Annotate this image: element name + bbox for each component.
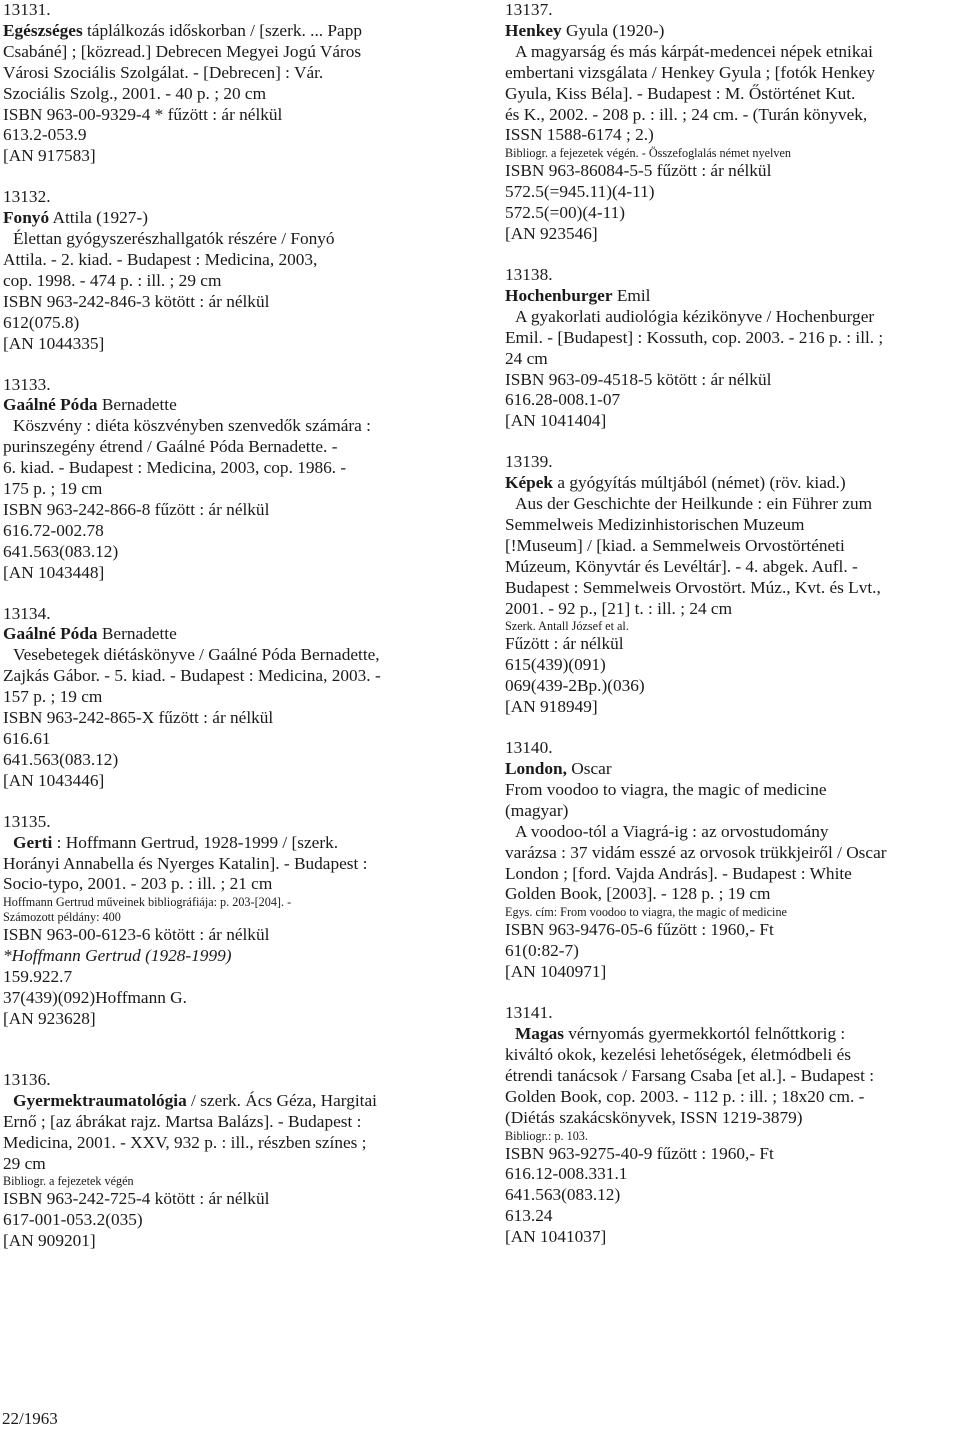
- entry-line: Aus der Geschichte der Heilkunde : ein Führer zum: [515, 494, 873, 514]
- entry-heading: [505, 286, 957, 307]
- entry-line: Semmelweis Medizinhistorischen Muzeum: [505, 514, 805, 534]
- entry-heading: [505, 1024, 957, 1045]
- entry-heading-main: Gaálné Póda: [3, 395, 98, 415]
- entry-subject: [3, 946, 458, 967]
- entry-line: (Diétás szakácskönyvek, ISSN 1219-3879): [505, 1107, 803, 1127]
- entry-line: 613.2-053.9: [3, 125, 87, 145]
- catalog-entry: [3, 812, 458, 1030]
- entry-heading-rest: vérnyomás gyermekkortól felnőttkorig :: [563, 1023, 846, 1043]
- entry-heading-main: Fonyó: [3, 208, 50, 228]
- entry-heading-rest: táplálkozás időskorban / [szerk. ... Papp: [82, 20, 362, 40]
- entry-line: Gyula, Kiss Béla]. - Budapest : M. Őstörténet Kut.: [505, 83, 856, 103]
- entry-line: 612(075.8): [3, 312, 80, 332]
- catalog-entry: [3, 1070, 458, 1252]
- catalog-entry: [3, 604, 458, 792]
- entry-heading-rest: Oscar: [566, 759, 612, 778]
- entry-line: 616.12-008.331.1: [505, 1164, 628, 1184]
- entry-number: 13139.: [505, 452, 553, 472]
- entry-heading-rest: Bernadette: [97, 395, 177, 415]
- entry-number: 13136.: [3, 1069, 51, 1089]
- entry-note: Bibliogr. a fejezetek végén. - Összefoglalás német nyelven: [505, 146, 791, 161]
- entry-note: Hoffmann Gertrud műveinek bibliográfiája: p. 203-[204]. -: [3, 895, 292, 910]
- entry-line: [!Museum] / [kiad. a Semmelweis Orvostörténeti: [505, 535, 845, 555]
- entry-separator: [3, 1030, 458, 1070]
- entry-line: étrendi tanácsok / Farsang Csaba [et al.]. - Budapest :: [505, 1065, 875, 1085]
- entry-number: 13133.: [3, 374, 51, 394]
- entry-line: 29 cm: [3, 1153, 46, 1173]
- entry-heading-rest: Emil: [612, 285, 651, 305]
- entry-line: ISBN 963-242-865-X fűzött : ár nélkül: [3, 708, 274, 728]
- entry-heading: [505, 21, 957, 42]
- entry-line: [AN 1044335]: [3, 333, 105, 353]
- entry-number: 13131.: [3, 0, 51, 19]
- entry-heading-main: Gaálné Póda: [3, 624, 98, 644]
- entry-line: varázsa : 37 vidám esszé az orvosok trükkjeiről / Oscar: [505, 842, 887, 862]
- entry-line: Horányi Annabella és Nyerges Katalin]. - Budapest :: [3, 853, 368, 873]
- entry-line: ISBN 963-9275-40-9 fűzött : 1960,- Ft: [505, 1143, 774, 1163]
- entry-separator: [505, 983, 957, 1003]
- entry-number: 13140.: [505, 738, 553, 758]
- catalog-entry: [3, 187, 458, 354]
- entry-subject-text: *Hoffmann Gertrud (1928-1999): [3, 946, 232, 966]
- entry-line: 641.563(083.12): [505, 1185, 621, 1205]
- entry-separator: [3, 584, 458, 604]
- entry-line: 613.24: [505, 1206, 553, 1226]
- page-number: 22/1963: [2, 1409, 58, 1428]
- entry-line: 175 p. ; 19 cm: [3, 479, 103, 499]
- entry-line: Zajkás Gábor. - 5. kiad. - Budapest : Medicina, 2003. -: [3, 666, 381, 686]
- entry-heading-rest: Gyula (1920-): [561, 20, 665, 40]
- entry-note: Szerk. Antall József et al.: [505, 619, 629, 634]
- entry-heading: [3, 1091, 458, 1112]
- entry-line: 37(439)(092)Hoffmann G.: [3, 988, 187, 1008]
- entry-line: Múzeum, Könyvtár és Levéltár]. - 4. abgek. Aufl. -: [505, 556, 858, 576]
- entry-line: Emil. - [Budapest] : Kossuth, cop. 2003. - 216 p. : ill. ;: [505, 327, 884, 347]
- entry-line: Socio-typo, 2001. - 203 p. : ill. ; 21 cm: [3, 874, 273, 894]
- entry-note: Egys. cím: From voodoo to viagra, the magic of medicine: [505, 905, 787, 920]
- entry-line: 61(0:82-7): [505, 941, 579, 961]
- entry-line: 24 cm: [505, 348, 548, 368]
- entry-line: A voodoo-tól a Viagrá-ig : az orvostudomány: [515, 821, 829, 841]
- entry-line: [AN 923546]: [505, 224, 598, 244]
- entry-line: embertani vizsgálata / Henkey Gyula ; [fotók Henkey: [505, 62, 875, 82]
- entry-line: 2001. - 92 p., [21] t. : ill. ; 24 cm: [505, 598, 733, 618]
- entry-heading: [505, 473, 957, 494]
- entry-line: Köszvény : diéta köszvényben szenvedők számára :: [13, 416, 371, 436]
- entry-heading: [3, 833, 458, 854]
- entry-line: A gyakorlati audiológia kézikönyve / Hochenburger: [515, 306, 875, 326]
- entry-line: Medicina, 2001. - XXV, 932 p. : ill., részben színes ;: [3, 1132, 367, 1152]
- entry-heading-main: Hochenburger: [505, 285, 613, 305]
- entry-line: ISBN 963-00-6123-6 kötött : ár nélkül: [3, 925, 270, 945]
- entry-heading-main: Gyermektraumatológia: [13, 1090, 187, 1110]
- entry-heading-main: Egészséges: [3, 20, 83, 40]
- entry-line: Attila. - 2. kiad. - Budapest : Medicina, 2003,: [3, 249, 318, 269]
- entry-heading-rest: : Hoffmann Gertrud, 1928-1999 / [szerk.: [52, 832, 339, 852]
- entry-heading: [3, 624, 458, 645]
- entry-line: [AN 1043448]: [3, 562, 105, 582]
- entry-line: 069(439-2Bp.)(036): [505, 676, 645, 696]
- entry-heading: [3, 208, 458, 229]
- entry-line: 641.563(083.12): [3, 749, 119, 769]
- entry-separator: [3, 792, 458, 812]
- entry-line: ISSN 1588-6174 ; 2.): [505, 125, 654, 145]
- entry-heading-main: London,: [505, 759, 567, 778]
- entry-heading-rest: Attila (1927-): [49, 208, 148, 228]
- entry-line: 615(439)(091): [505, 655, 606, 675]
- entry-line: Golden Book, [2003]. - 128 p. ; 19 cm: [505, 884, 771, 904]
- entry-line: 157 p. ; 19 cm: [3, 687, 103, 707]
- entry-heading-rest: a gyógyítás múltjából (német) (röv. kiad.): [553, 473, 846, 493]
- entry-heading: [505, 759, 957, 780]
- entry-line: Golden Book, cop. 2003. - 112 p. : ill. ; 18x20 cm. -: [505, 1086, 865, 1106]
- entry-heading: [3, 21, 458, 42]
- entry-line: 641.563(083.12): [3, 541, 119, 561]
- entry-line: 572.5(=945.11)(4-11): [505, 182, 655, 202]
- entry-line: kiváltó okok, kezelési lehetőségek, életmódbeli és: [505, 1044, 851, 1064]
- entry-line: Budapest : Semmelweis Orvostört. Múz., Kvt. és Lvt.,: [505, 577, 881, 597]
- entry-line: (magyar): [505, 800, 569, 820]
- entry-line: ISBN 963-242-725-4 kötött : ár nélkül: [3, 1189, 270, 1209]
- catalog-entry: [505, 1003, 957, 1248]
- entry-line: Vesebetegek diétáskönyve / Gaálné Póda Bernadette,: [13, 645, 380, 665]
- entry-line: Ernő ; [az ábrákat rajz. Martsa Balázs]. - Budapest :: [3, 1111, 362, 1131]
- entry-number: 13135.: [3, 811, 51, 831]
- entry-number: 13138.: [505, 264, 553, 284]
- entry-note: Bibliogr.: p. 103.: [505, 1128, 588, 1143]
- entry-heading-main: Henkey: [505, 20, 562, 40]
- catalog-entry: [505, 265, 957, 432]
- entry-number: 13132.: [3, 187, 51, 207]
- entry-line: From voodoo to viagra, the magic of medicine: [505, 779, 827, 799]
- entry-separator: [3, 355, 458, 375]
- right-column: [505, 0, 957, 1248]
- entry-note: Bibliogr. a fejezetek végén: [3, 1174, 134, 1189]
- entry-line: 616.61: [3, 729, 51, 748]
- entry-line: [AN 1043446]: [3, 770, 105, 790]
- entry-line: 159.922.7: [3, 967, 73, 987]
- entry-line: [AN 923628]: [3, 1008, 96, 1028]
- entry-line: ISBN 963-242-866-8 fűzött : ár nélkül: [3, 499, 270, 519]
- entry-number: 13134.: [3, 603, 51, 623]
- entry-line: 616.72-002.78: [3, 520, 104, 540]
- entry-separator: [505, 718, 957, 738]
- entry-line: cop. 1998. - 474 p. : ill. ; 29 cm: [3, 270, 222, 290]
- entry-line: [AN 917583]: [3, 146, 96, 166]
- entry-line: ISBN 963-86084-5-5 fűzött : ár nélkül: [505, 161, 772, 181]
- entry-line: 616.28-008.1-07: [505, 390, 621, 410]
- entry-line: ISBN 963-09-4518-5 kötött : ár nélkül: [505, 369, 772, 389]
- entry-line: Városi Szociális Szolgálat. - [Debrecen] : Vár.: [3, 62, 324, 82]
- entry-separator: [505, 432, 957, 452]
- entry-separator: [505, 245, 957, 265]
- entry-line: [AN 1041037]: [505, 1227, 607, 1247]
- entry-separator: [3, 167, 458, 187]
- entry-heading-main: Magas: [515, 1023, 564, 1043]
- entry-heading-main: Gerti: [13, 832, 53, 852]
- entry-heading-main: Képek: [505, 473, 554, 493]
- entry-line: Szociális Szolg., 2001. - 40 p. ; 20 cm: [3, 83, 267, 103]
- left-column: [3, 0, 458, 1252]
- catalog-entry: [3, 0, 458, 167]
- entry-line: 572.5(=00)(4-11): [505, 203, 625, 223]
- entry-heading-rest: / szerk. Ács Géza, Hargitai: [186, 1090, 377, 1110]
- entry-line: Csabáné] ; [közread.] Debrecen Megyei Jogú Város: [3, 41, 362, 61]
- catalog-entry: [505, 738, 957, 983]
- entry-line: A magyarság és más kárpát-medencei népek etnikai: [515, 41, 873, 61]
- entry-line: ISBN 963-242-846-3 kötött : ár nélkül: [3, 291, 270, 311]
- catalog-entry: [505, 0, 957, 245]
- entry-line: Élettan gyógyszerészhallgatók részére / Fonyó: [13, 229, 335, 249]
- entry-line: 617-001-053.2(035): [3, 1210, 143, 1230]
- entry-line: purinszegény étrend / Gaálné Póda Bernadette. -: [3, 437, 338, 457]
- entry-line: ISBN 963-9476-05-6 fűzött : 1960,- Ft: [505, 920, 774, 940]
- entry-line: Fűzött : ár nélkül: [505, 634, 624, 654]
- entry-line: [AN 909201]: [3, 1231, 96, 1251]
- entry-line: London ; [ford. Vajda András]. - Budapest : White: [505, 863, 852, 883]
- entry-line: 6. kiad. - Budapest : Medicina, 2003, cop. 1986. -: [3, 458, 347, 478]
- entry-line: [AN 1040971]: [505, 962, 607, 982]
- entry-line: ISBN 963-00-9329-4 * fűzött : ár nélkül: [3, 104, 283, 124]
- catalog-entry: [505, 452, 957, 718]
- catalog-entry: [3, 375, 458, 584]
- entry-number: 13137.: [505, 0, 553, 19]
- entry-note: Számozott példány: 400: [3, 910, 121, 925]
- entry-line: [AN 1041404]: [505, 411, 607, 431]
- entry-heading-rest: Bernadette: [97, 624, 177, 644]
- entry-line: [AN 918949]: [505, 697, 598, 717]
- entry-line: és K., 2002. - 208 p. : ill. ; 24 cm. - (Turán könyvek,: [505, 104, 868, 124]
- entry-heading: [3, 395, 458, 416]
- entry-number: 13141.: [505, 1003, 553, 1023]
